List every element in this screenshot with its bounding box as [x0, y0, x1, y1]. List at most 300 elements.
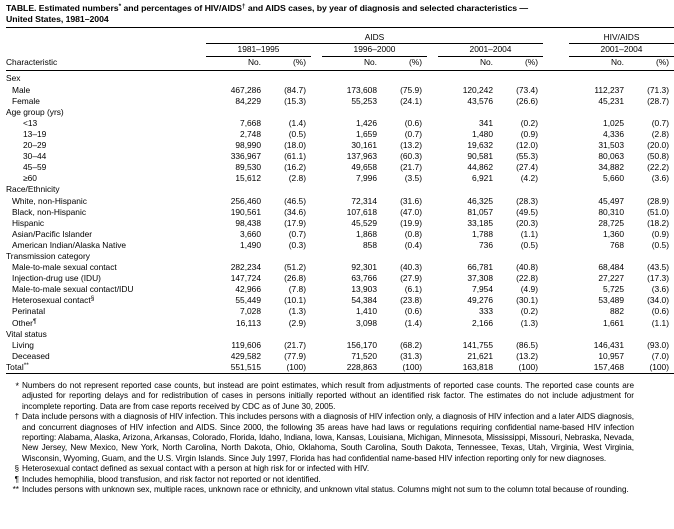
cell-gap: [427, 129, 438, 140]
cell-percent: (23.8): [400, 295, 422, 306]
footnote-text: Data include persons with a diagnosis of HIV infection. This includes persons with a diagnosis of HIV infection only, a diagnosis of HIV infection and a later AIDS diagnosis, and concurrent diagnoses of HIV infection and AIDS. Since 2000, the following 35 areas have had laws or regulations requiring confidential name-based HIV infection reporting: Alabama, Alaska, Arizona, Arkansas, Colorado, Florida, Idaho, Indiana, Iowa, Kansas, Louisiana, Michigan, Minnesota, Mississippi, Missouri, Nebraska, Nevada, New Jersey, New Mexico, New York, North Carolina, North Dakota, Ohio, Oklahoma, South Carolina, South Dakota, Tennessee, Texas, Utah, Virginia, West Virginia, Wisconsin, Wyoming, Guam, and the U.S. Virgin Islands. Since July 1997, Florida has had confidential name-based HIV infection reporting only for new diagnoses.: [22, 412, 634, 463]
cell-number: 15,612: [235, 173, 261, 184]
cell-percent: (0.7): [288, 228, 306, 239]
cell-gap: [543, 162, 569, 173]
cell-percent: (6.1): [404, 284, 422, 295]
cell-percent: (1.1): [651, 317, 669, 328]
cell-percent: (0.5): [520, 239, 538, 250]
cell-number: 1,410: [356, 306, 377, 317]
column-header-pct-4: (%): [655, 57, 669, 68]
table-row: [6, 340, 674, 351]
cell-percent: (12.0): [516, 140, 538, 151]
row-label: ≥60: [23, 173, 37, 184]
cell-percent: (13.2): [516, 350, 538, 361]
cell-number: 1,426: [356, 117, 377, 128]
cell-number: 90,581: [467, 151, 493, 162]
cell-gap: [311, 318, 322, 329]
cell-number: 2,748: [240, 128, 261, 139]
table-row: [6, 351, 674, 362]
cell-gap: [427, 218, 438, 229]
table-row: [6, 140, 674, 151]
period-header-2001-2004-aids: 2001–2004: [438, 44, 543, 57]
cell-gap: [427, 240, 438, 251]
cell-percent: (7.0): [651, 350, 669, 361]
cell-percent: (0.7): [404, 128, 422, 139]
cell-number: 120,242: [462, 84, 493, 95]
cell-number: 2,166: [472, 317, 493, 328]
cell-percent: (0.2): [520, 117, 538, 128]
group-header-aids: AIDS: [206, 32, 543, 44]
cell-gap: [427, 340, 438, 351]
column-header-gap-1: [311, 57, 322, 69]
cell-gap: [311, 273, 322, 284]
cell-number: 3,098: [356, 317, 377, 328]
cell-number: 147,724: [230, 273, 261, 284]
cell-percent: (0.6): [404, 117, 422, 128]
cell-gap: [543, 151, 569, 162]
cell-number: 157,468: [593, 361, 624, 372]
row-label: 13–19: [23, 128, 47, 139]
cell-percent: (51.0): [647, 206, 669, 217]
data-table: [6, 27, 674, 377]
column-header-characteristic: Characteristic: [6, 57, 58, 68]
cell-number: 81,057: [467, 206, 493, 217]
cell-percent: (21.7): [400, 162, 422, 173]
cell-number: 43,576: [467, 95, 493, 106]
cell-number: 173,608: [346, 84, 377, 95]
cell-gap: [427, 362, 438, 374]
table-row: [6, 196, 674, 207]
cell-number: 228,863: [346, 361, 377, 372]
cell-gap: [427, 173, 438, 184]
row-label: Living: [12, 339, 34, 350]
cell-gap: [543, 240, 569, 251]
cell-number: 6,921: [472, 173, 493, 184]
cell-percent: (0.8): [404, 228, 422, 239]
cell-percent: (49.5): [516, 206, 538, 217]
cell-gap: [311, 295, 322, 306]
cell-number: 156,170: [346, 339, 377, 350]
table-section-row: [6, 329, 674, 340]
cell-number: 7,954: [472, 284, 493, 295]
cell-percent: (93.0): [647, 339, 669, 350]
cell-number: 1,661: [603, 317, 624, 328]
cell-number: 21,621: [467, 350, 493, 361]
row-label: American Indian/Alaska Native: [12, 239, 127, 250]
cell-percent: (75.9): [400, 84, 422, 95]
cell-percent: (1.3): [288, 306, 306, 317]
cell-number: 45,231: [598, 95, 624, 106]
cell-number: 429,582: [230, 350, 261, 361]
cell-gap: [311, 229, 322, 240]
cell-gap: [543, 295, 569, 306]
cell-number: 1,659: [356, 128, 377, 139]
row-label: Other¶: [12, 317, 37, 328]
cell-percent: (31.6): [400, 195, 422, 206]
table-row: [6, 306, 674, 317]
table-row: [6, 96, 674, 107]
cell-number: 45,529: [351, 217, 377, 228]
cell-percent: (73.4): [516, 84, 538, 95]
cell-gap: [427, 151, 438, 162]
period-gap-2: [427, 44, 438, 57]
cell-number: 34,882: [598, 162, 624, 173]
cell-gap: [311, 129, 322, 140]
cell-number: 46,325: [467, 195, 493, 206]
group-header-hivaids: HIV/AIDS: [569, 32, 674, 44]
footnote-marker: *: [15, 381, 19, 391]
cell-gap: [543, 318, 569, 329]
cell-percent: (0.7): [651, 117, 669, 128]
cell-percent: (0.9): [520, 128, 538, 139]
row-label: Male-to-male sexual contact: [12, 262, 117, 273]
table-row: [6, 129, 674, 140]
footnote-text: Includes hemophilia, blood transfusion, and risk factor not reported or not identified.: [22, 474, 321, 484]
table-row: [6, 218, 674, 229]
column-header-no-2: No.: [363, 57, 377, 68]
section-label: Age group (yrs): [6, 106, 64, 117]
cell-percent: (34.0): [647, 295, 669, 306]
page-title: [6, 3, 634, 24]
cell-number: 31,503: [598, 140, 624, 151]
cell-number: 5,725: [603, 284, 624, 295]
cell-number: 89,530: [235, 162, 261, 173]
cell-number: 341: [479, 117, 493, 128]
cell-gap: [427, 318, 438, 329]
cell-gap: [311, 284, 322, 295]
table-section-row: [6, 184, 674, 195]
cell-percent: (7.8): [288, 284, 306, 295]
cell-number: 98,990: [235, 140, 261, 151]
cell-percent: (1.4): [288, 117, 306, 128]
row-label: White, non-Hispanic: [12, 195, 87, 206]
cell-percent: (51.2): [284, 262, 306, 273]
cell-gap: [427, 262, 438, 273]
cell-number: 37,308: [467, 273, 493, 284]
table-row: [6, 240, 674, 251]
cell-gap: [543, 262, 569, 273]
cell-percent: (17.9): [284, 217, 306, 228]
cell-gap: [311, 218, 322, 229]
cell-percent: (2.8): [288, 173, 306, 184]
cell-percent: (2.9): [288, 317, 306, 328]
row-label: <13: [23, 117, 38, 128]
cell-number: 27,227: [598, 273, 624, 284]
cell-number: 63,766: [351, 273, 377, 284]
cell-number: 30,161: [351, 140, 377, 151]
title-footnote-star: *: [118, 3, 122, 10]
cell-percent: (3.6): [651, 173, 669, 184]
cell-gap: [543, 340, 569, 351]
row-label-footnote-marker: ¶: [32, 317, 37, 325]
cell-gap: [427, 229, 438, 240]
cell-gap: [543, 207, 569, 218]
cell-gap: [311, 118, 322, 129]
cell-number: 84,229: [235, 95, 261, 106]
cell-number: 49,276: [467, 295, 493, 306]
section-label: Race/Ethnicity: [6, 184, 60, 195]
row-label: 45–59: [23, 162, 47, 173]
section-row-filler: [206, 251, 674, 262]
cell-percent: (22.8): [516, 273, 538, 284]
cell-number: 10,957: [598, 350, 624, 361]
cell-number: 80,310: [598, 206, 624, 217]
cell-number: 28,725: [598, 217, 624, 228]
cell-number: 44,862: [467, 162, 493, 173]
footnote-item: [6, 412, 634, 464]
cell-percent: (71.3): [647, 84, 669, 95]
cell-number: 551,515: [230, 361, 261, 372]
footnotes: [6, 381, 634, 495]
cell-percent: (15.3): [284, 95, 306, 106]
cell-percent: (77.9): [284, 350, 306, 361]
cell-percent: (50.8): [647, 151, 669, 162]
cell-percent: (22.2): [647, 162, 669, 173]
row-label: Perinatal: [12, 306, 46, 317]
row-label-footnote-marker: **: [23, 361, 29, 369]
cell-number: 467,286: [230, 84, 261, 95]
cell-gap: [543, 85, 569, 96]
cell-number: 190,561: [230, 206, 261, 217]
cell-percent: (20.0): [647, 140, 669, 151]
cell-gap: [543, 140, 569, 151]
cell-percent: (26.8): [284, 273, 306, 284]
cell-percent: (20.3): [516, 217, 538, 228]
cell-number: 42,966: [235, 284, 261, 295]
table-section-row: [6, 251, 674, 262]
cell-gap: [543, 118, 569, 129]
cell-number: 3,660: [240, 228, 261, 239]
cell-gap: [311, 362, 322, 374]
table-row: [6, 284, 674, 295]
cell-percent: (10.1): [284, 295, 306, 306]
row-label: 30–44: [23, 151, 47, 162]
cell-gap: [311, 151, 322, 162]
cell-gap: [543, 284, 569, 295]
cell-percent: (30.1): [516, 295, 538, 306]
period-header-1996-2000: 1996–2000: [322, 44, 427, 57]
period-header-2001-2004-hivaids: 2001–2004: [569, 44, 674, 57]
table-row: [6, 229, 674, 240]
cell-percent: (61.1): [284, 151, 306, 162]
cell-number: 112,237: [594, 84, 624, 95]
cell-number: 1,360: [603, 228, 624, 239]
cell-number: 13,903: [351, 284, 377, 295]
row-label: Black, non-Hispanic: [12, 206, 87, 217]
footnote-item: [6, 464, 634, 474]
cell-percent: (1.4): [404, 317, 422, 328]
cell-percent: (4.9): [520, 284, 538, 295]
table-bottom-rule: [6, 374, 674, 378]
cell-gap: [543, 196, 569, 207]
cell-percent: (24.1): [400, 95, 422, 106]
cell-percent: (60.3): [400, 151, 422, 162]
cell-percent: (100): [518, 361, 538, 372]
cell-percent: (43.5): [647, 262, 669, 273]
cell-gap: [311, 240, 322, 251]
cell-number: 16,113: [236, 317, 261, 328]
table-row: [6, 273, 674, 284]
cell-gap: [427, 118, 438, 129]
cell-number: 141,755: [462, 339, 493, 350]
cell-number: 72,314: [351, 195, 377, 206]
cell-number: 33,185: [467, 217, 493, 228]
section-label: Transmission category: [6, 250, 90, 261]
cell-percent: (0.6): [404, 306, 422, 317]
table-section-row: [6, 107, 674, 118]
cell-percent: (100): [286, 361, 306, 372]
cell-gap: [543, 129, 569, 140]
cell-gap: [427, 96, 438, 107]
cell-number: 5,660: [603, 173, 624, 184]
section-row-filler: [206, 73, 674, 84]
cell-percent: (0.2): [520, 306, 538, 317]
cell-gap: [311, 340, 322, 351]
footnote-text: Heterosexual contact defined as sexual contact with a person at high risk for or infected with HIV.: [22, 464, 370, 474]
cell-number: 282,234: [230, 262, 261, 273]
cell-gap: [311, 262, 322, 273]
column-header-gap-2: [427, 57, 438, 69]
cell-gap: [311, 173, 322, 184]
cell-percent: (100): [649, 361, 669, 372]
footnote-marker: ¶: [14, 474, 19, 484]
cell-number: 53,489: [598, 295, 624, 306]
cell-number: 882: [610, 306, 624, 317]
cell-gap: [543, 229, 569, 240]
cell-gap: [311, 351, 322, 362]
cell-gap: [427, 284, 438, 295]
cell-number: 80,063: [598, 151, 624, 162]
footnote-marker: §: [14, 464, 19, 474]
footnote-text: Numbers do not represent reported case counts, but instead are point estimates, which result from adjustments of reported case counts. The reported case counts are adjusted for reporting delays and for redistribution of cases in persons initially reported without an identified risk factor. The estimates do not include adjustment for incomplete reporting. Data are from case reports received by CDC as of June 30, 2005.: [22, 381, 634, 411]
column-header-no-1: No.: [247, 57, 261, 68]
row-label: Deceased: [12, 350, 50, 361]
cell-percent: (47.0): [400, 206, 422, 217]
cell-percent: (68.2): [400, 339, 422, 350]
section-row-filler: [206, 107, 674, 118]
group-header-blank: [6, 32, 206, 44]
cell-gap: [543, 362, 569, 374]
cell-percent: (40.3): [400, 262, 422, 273]
cell-percent: (1.1): [520, 228, 538, 239]
cell-gap: [311, 196, 322, 207]
cell-number: 7,996: [356, 173, 377, 184]
cell-gap: [427, 273, 438, 284]
cell-percent: (21.7): [284, 339, 306, 350]
table-row: [6, 118, 674, 129]
cell-gap: [543, 273, 569, 284]
row-label: Total**: [6, 361, 29, 372]
cell-gap: [427, 162, 438, 173]
row-label: Asian/Pacific Islander: [12, 228, 93, 239]
cell-percent: (4.2): [520, 173, 538, 184]
cell-number: 137,963: [346, 151, 377, 162]
cell-number: 19,632: [467, 140, 493, 151]
title-line2: United States, 1981–2004: [6, 13, 109, 24]
column-header-pct-2: (%): [408, 57, 422, 68]
cell-gap: [311, 162, 322, 173]
row-label-footnote-marker: §: [90, 295, 95, 303]
column-header-row: [6, 57, 674, 69]
period-gap-3: [543, 44, 569, 57]
title-footnote-dagger: †: [241, 3, 246, 10]
cell-gap: [427, 207, 438, 218]
cell-number: 146,431: [593, 339, 624, 350]
cell-gap: [543, 173, 569, 184]
cell-number: 1,868: [356, 228, 377, 239]
table-row: [6, 318, 674, 329]
cell-gap: [427, 295, 438, 306]
cell-number: 7,028: [240, 306, 261, 317]
cell-percent: (31.3): [400, 350, 422, 361]
cell-gap: [311, 207, 322, 218]
title-line1-b: and percentages of HIV/AIDS: [121, 3, 242, 13]
table-section-row: [6, 73, 674, 84]
cell-gap: [311, 96, 322, 107]
row-label: 20–29: [23, 140, 47, 151]
cell-gap: [427, 196, 438, 207]
cell-percent: (16.2): [284, 162, 306, 173]
table-row: [6, 173, 674, 184]
section-row-filler: [206, 329, 674, 340]
cell-gap: [543, 306, 569, 317]
cell-number: 119,606: [231, 339, 261, 350]
cell-percent: (18.2): [647, 217, 669, 228]
cell-percent: (18.0): [284, 140, 306, 151]
cell-percent: (13.2): [400, 140, 422, 151]
cell-percent: (26.6): [516, 95, 538, 106]
section-row-filler: [206, 184, 674, 195]
table-row: [6, 262, 674, 273]
cell-number: 92,301: [351, 262, 377, 273]
cell-percent: (27.4): [516, 162, 538, 173]
cell-number: 336,967: [230, 151, 261, 162]
cell-number: 1,788: [472, 228, 493, 239]
cell-gap: [427, 351, 438, 362]
column-header-pct-1: (%): [292, 57, 306, 68]
section-label: Vital status: [6, 328, 47, 339]
cell-gap: [543, 218, 569, 229]
cell-percent: (28.9): [647, 195, 669, 206]
period-gap-1: [311, 44, 322, 57]
cell-percent: (0.4): [404, 239, 422, 250]
group-header-row: [6, 32, 674, 44]
column-header-no-3: No.: [479, 57, 493, 68]
cell-percent: (3.6): [651, 284, 669, 295]
row-label: Hispanic: [12, 217, 45, 228]
footnote-item: [6, 381, 634, 412]
row-label: Male: [12, 84, 31, 95]
cell-gap: [311, 85, 322, 96]
cell-percent: (34.6): [284, 206, 306, 217]
cell-percent: (1.3): [520, 317, 538, 328]
period-header-1981-1995: 1981–1995: [206, 44, 311, 57]
footnote-text: Includes persons with unknown sex, multiple races, unknown race or ethnicity, and unknown vital status. Columns might not sum to the column total because of rounding.: [22, 485, 629, 495]
cell-number: 68,484: [598, 262, 624, 273]
cell-gap: [427, 85, 438, 96]
cell-number: 71,520: [351, 350, 377, 361]
footnote-item: [6, 475, 634, 485]
title-line1-a: TABLE. Estimated numbers: [6, 3, 119, 13]
cell-percent: (84.7): [284, 84, 306, 95]
cell-gap: [311, 306, 322, 317]
footnote-marker: **: [12, 485, 19, 495]
cell-gap: [427, 140, 438, 151]
table-row: [6, 207, 674, 218]
table-total-row: [6, 362, 674, 374]
cell-number: 1,025: [603, 117, 624, 128]
footnote-marker: †: [14, 412, 19, 422]
